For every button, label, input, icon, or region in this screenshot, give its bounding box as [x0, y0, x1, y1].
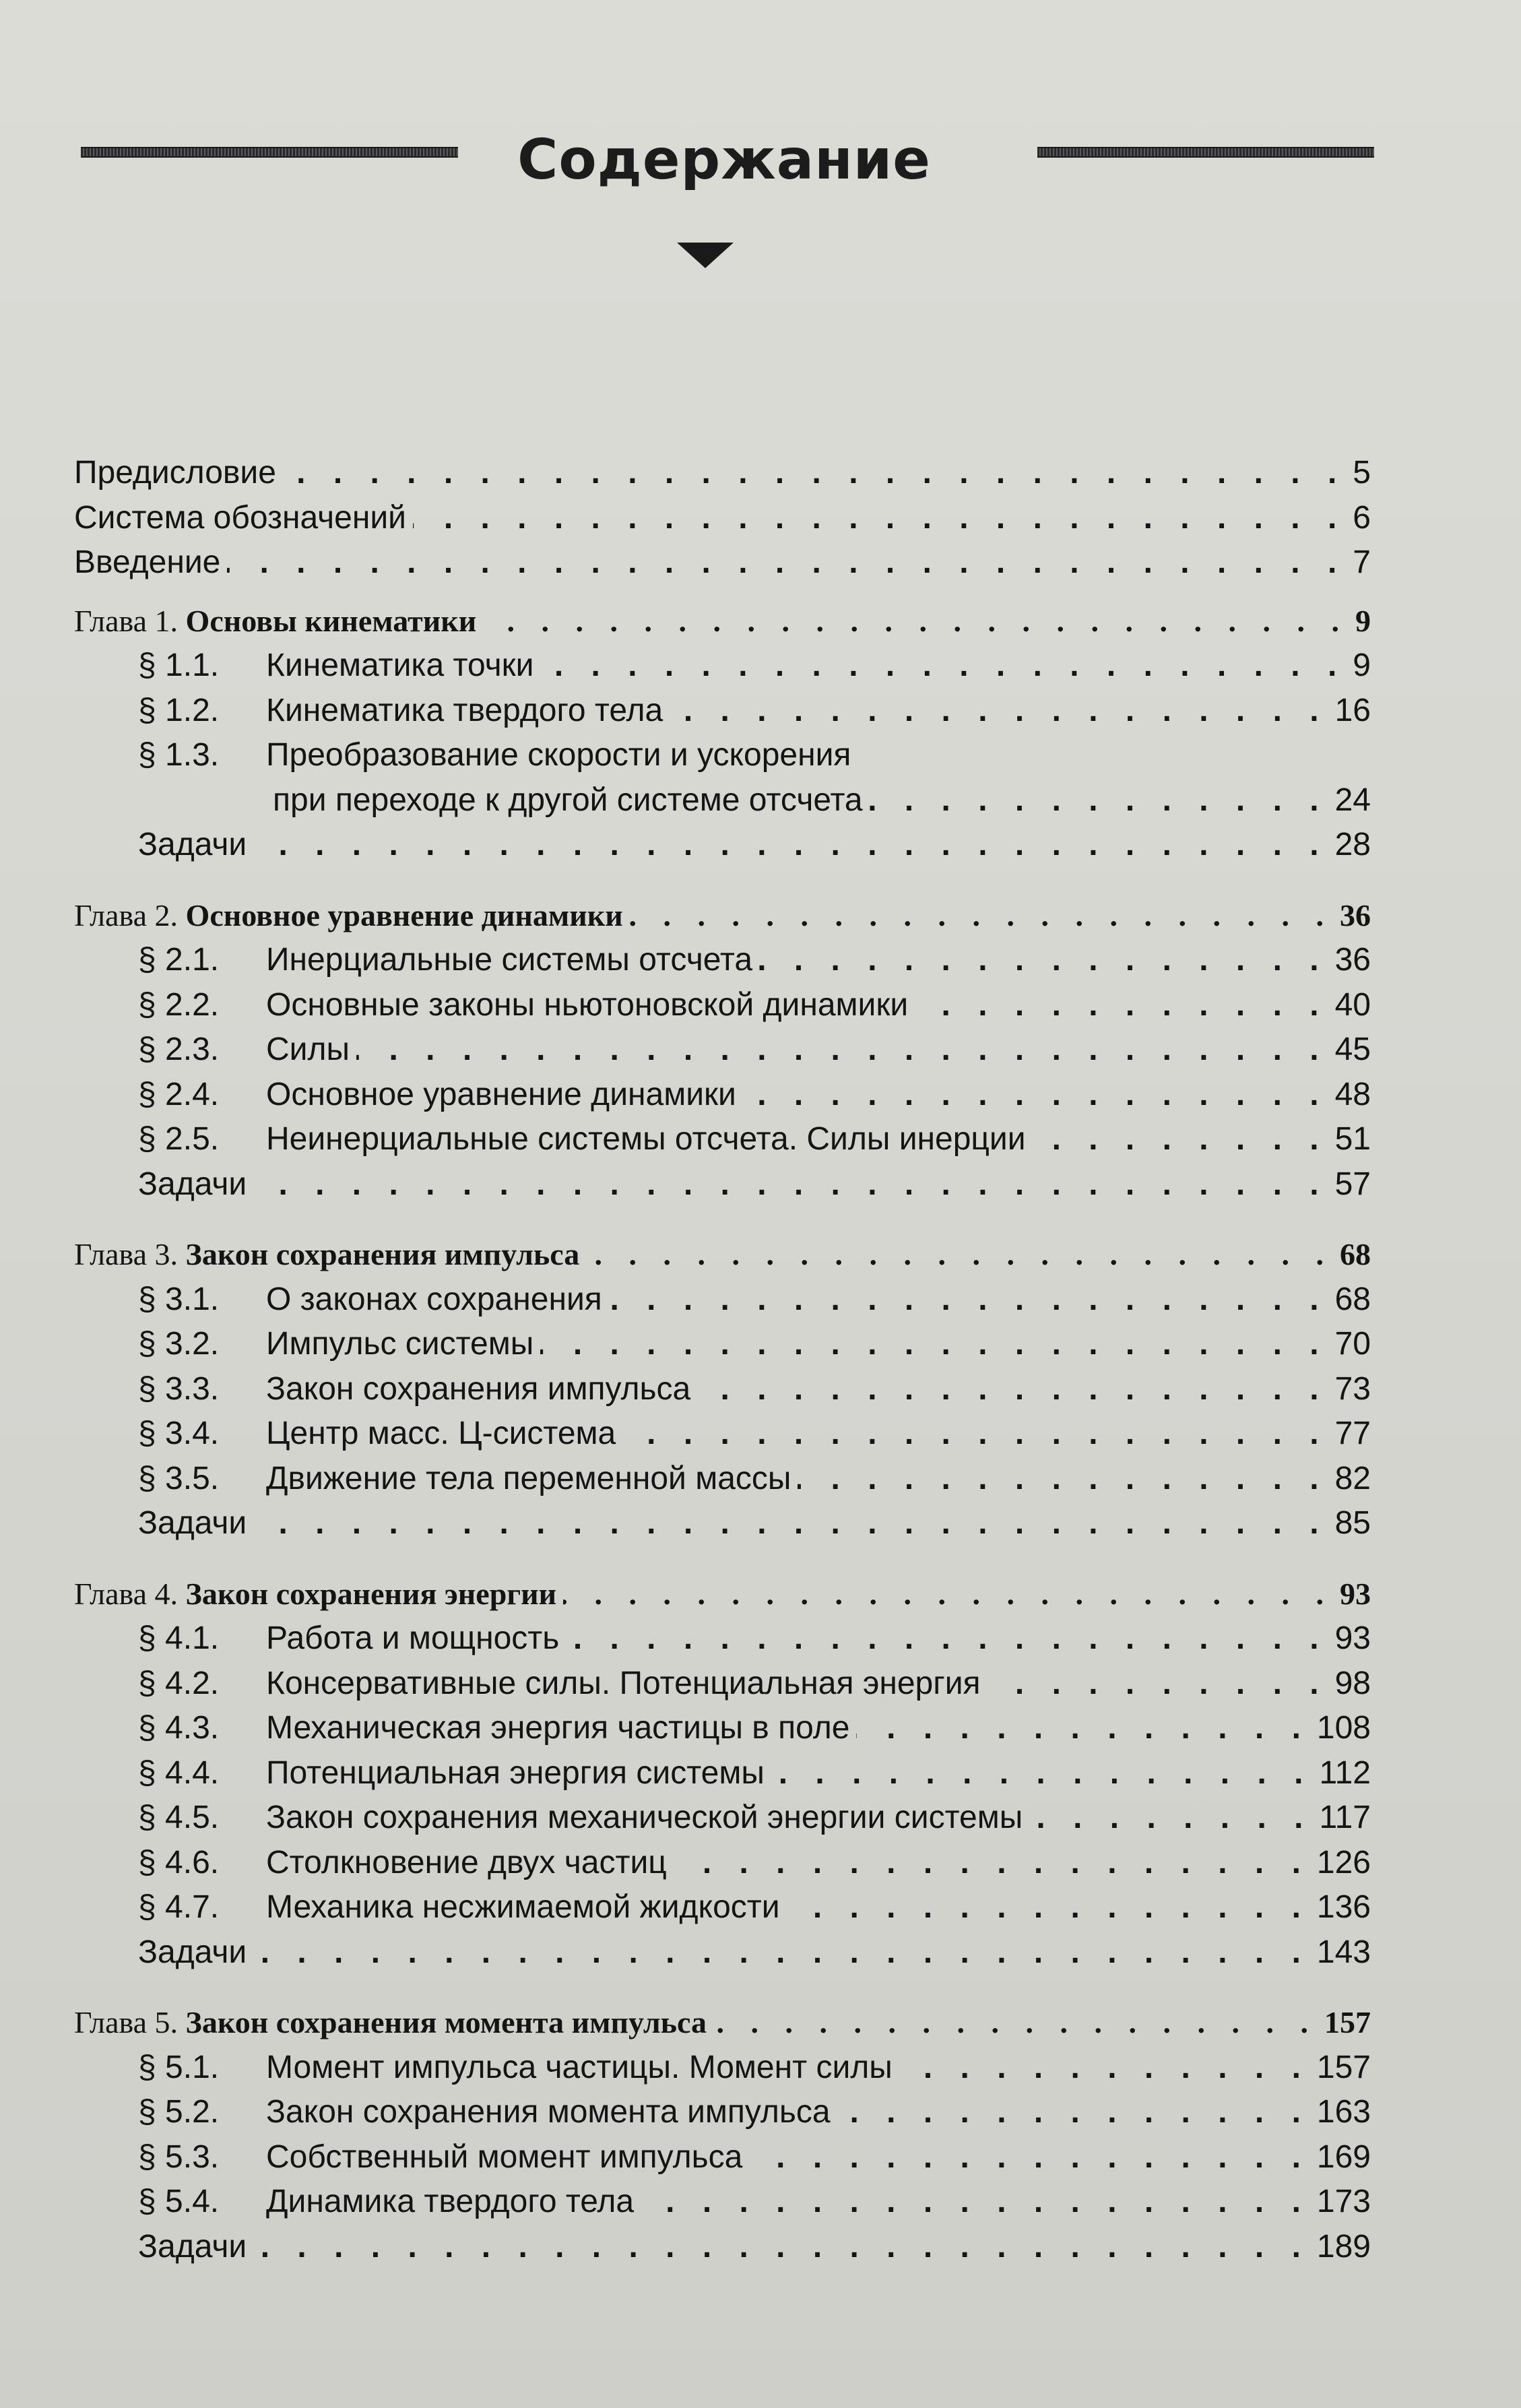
tasks-label: Задачи [138, 1505, 247, 1541]
entry-title: Система обозначений [74, 499, 406, 536]
entry-label [138, 1028, 350, 1071]
tasks-entry [74, 1163, 1371, 1206]
entry-label [138, 1931, 247, 1974]
section-number: § 2.4. [138, 1076, 220, 1112]
entry-label [273, 779, 863, 822]
entry-title: Предисловие [74, 455, 276, 490]
down-triangle-icon [677, 243, 734, 268]
section-title: Динамика твердого тела [266, 2184, 635, 2219]
page-number: 93 [1340, 1576, 1371, 1611]
section-title: Столкновение двух частиц [266, 1844, 667, 1880]
tasks-label: Задачи [138, 827, 247, 862]
dot-leader [253, 1163, 1328, 1206]
dot-leader [253, 1931, 1310, 1974]
dot-leader [743, 1073, 1328, 1116]
chapter-title: Закон сохранения энергии [185, 1576, 557, 1611]
page-number: 82 [1334, 1460, 1371, 1496]
page-number: 68 [1340, 1237, 1371, 1271]
page-number: 126 [1316, 1844, 1371, 1880]
dot-leader [586, 1233, 1333, 1276]
section-entry [74, 1323, 1371, 1366]
section-number: § 2.5. [138, 1121, 220, 1157]
dot-leader [837, 2091, 1310, 2134]
dot-leader [413, 497, 1346, 540]
entry-label [138, 689, 663, 732]
page-number: 189 [1316, 2228, 1371, 2264]
tasks-entry [74, 1931, 1371, 1974]
chapter-entry [74, 2001, 1371, 2044]
page-number: 16 [1334, 692, 1371, 728]
dot-leader [622, 1412, 1328, 1455]
page-number: 9 [1355, 603, 1371, 638]
chapter-number: Глава 3. [74, 1237, 186, 1271]
dot-leader [540, 644, 1346, 687]
page-number: 85 [1334, 1505, 1371, 1541]
dot-leader [759, 939, 1328, 982]
section-title: Консервативные силы. Потенциальная энергия [266, 1665, 981, 1701]
dot-leader [787, 1886, 1310, 1929]
section-number: § 4.2. [138, 1665, 220, 1701]
entry-label [138, 1796, 1023, 1839]
entry-label [138, 1118, 1026, 1161]
tasks-label: Задачи [138, 1166, 247, 1202]
dot-leader [227, 541, 1346, 584]
tasks-entry [74, 823, 1371, 866]
section-title: Неинерциальные системы отсчета. Силы инерции [266, 1121, 1026, 1157]
entry-label [138, 1707, 849, 1750]
page-number: 77 [1334, 1416, 1371, 1451]
dot-leader [566, 1617, 1328, 1660]
entry-label [138, 823, 247, 866]
page-title: Содержание [517, 128, 931, 192]
section-entry-continued [74, 779, 1371, 822]
page-number: 57 [1334, 1166, 1371, 1202]
page-number: 157 [1316, 2049, 1371, 2085]
dot-leader [915, 984, 1328, 1027]
page-number: 48 [1334, 1076, 1371, 1112]
dot-leader [253, 1502, 1328, 1545]
section-entry [74, 1886, 1371, 1929]
section-entry [74, 2091, 1371, 2134]
entry-label [138, 939, 752, 982]
page-number: 143 [1316, 1934, 1371, 1970]
section-entry [74, 1368, 1371, 1411]
section-number: § 5.3. [138, 2138, 220, 2175]
page-number: 68 [1334, 1281, 1371, 1317]
page-number: 108 [1316, 1710, 1371, 1746]
section-title: Собственный момент импульса [266, 2138, 743, 2175]
page-number: 73 [1334, 1370, 1371, 1407]
section-number: § 3.5. [138, 1460, 220, 1496]
section-entry [74, 1412, 1371, 1455]
section-title: Кинематика твердого тела [266, 692, 664, 728]
page-number: 40 [1334, 986, 1371, 1023]
dot-leader [670, 689, 1328, 732]
dot-leader [697, 1368, 1328, 1411]
dot-leader [253, 823, 1328, 866]
dot-leader [713, 2001, 1318, 2044]
page-number: 169 [1316, 2138, 1371, 2175]
section-number: § 5.1. [138, 2049, 220, 2085]
tasks-entry [74, 2225, 1371, 2269]
page-number: 28 [1334, 827, 1371, 862]
section-entry [74, 2136, 1371, 2179]
dot-leader [540, 1323, 1328, 1366]
section-number: § 2.2. [138, 986, 220, 1023]
section-entry [74, 984, 1371, 1027]
entry-label [138, 1752, 765, 1795]
section-number: § 4.6. [138, 1844, 220, 1880]
page-number: 36 [1334, 942, 1371, 978]
chapter-entry [74, 1233, 1371, 1276]
section-entry [74, 1617, 1371, 1660]
dot-leader [899, 2046, 1310, 2089]
page-number: 98 [1334, 1665, 1371, 1701]
section-title: О законах сохранения [266, 1281, 602, 1317]
entry-label [138, 1617, 559, 1660]
section-title: Импульс системы [266, 1326, 534, 1362]
page-number: 70 [1334, 1326, 1371, 1362]
section-title: Движение тела переменной массы [266, 1460, 791, 1496]
section-number: § 3.3. [138, 1370, 220, 1407]
page-number: 93 [1334, 1620, 1371, 1656]
section-number: § 1.3. [138, 737, 220, 773]
section-entry [74, 1278, 1371, 1321]
page-number: 6 [1353, 499, 1371, 536]
page-number: 117 [1319, 1800, 1371, 1835]
section-title: Механика несжимаемой жидкости [266, 1889, 780, 1925]
chapter-number: Глава 2. [74, 897, 186, 932]
section-entry [74, 1457, 1371, 1500]
dot-leader [771, 1752, 1313, 1795]
section-entry [74, 939, 1371, 982]
entry-label [138, 2046, 893, 2089]
section-entry [74, 1707, 1371, 1750]
section-title: Силы [266, 1032, 350, 1067]
chapter-number: Глава 4. [74, 1576, 186, 1611]
section-entry [74, 1073, 1371, 1116]
chapter-entry [74, 600, 1371, 643]
page-number: 136 [1316, 1889, 1371, 1925]
chapter-title: Основное уравнение динамики [185, 897, 623, 932]
section-title: Инерциальные системы отсчета [266, 942, 753, 978]
entry-label [138, 2091, 831, 2134]
chapter-title: Закон сохранения импульса [185, 1237, 580, 1271]
entry-label [138, 1073, 736, 1116]
section-number: § 5.2. [138, 2094, 220, 2130]
entry-label [74, 600, 476, 643]
section-title: Основные законы ньютоновской динамики [266, 986, 909, 1023]
page-header [74, 101, 1374, 202]
entry-label [138, 2225, 247, 2269]
section-number: § 2.3. [138, 1032, 220, 1067]
page-number: 36 [1340, 897, 1371, 932]
section-entry [74, 1841, 1371, 1884]
section-number: § 2.1. [138, 942, 220, 978]
page-number: 163 [1316, 2094, 1371, 2130]
section-number: § 4.5. [138, 1800, 220, 1835]
section-entry [74, 689, 1371, 732]
entry-label [138, 1278, 602, 1321]
entry-label [138, 1163, 247, 1206]
chapter-title: Основы кинематики [185, 603, 477, 638]
dot-leader [253, 2225, 1310, 2269]
entry-label [74, 1233, 579, 1276]
section-number: § 4.7. [138, 1889, 220, 1925]
dot-leader [674, 1841, 1310, 1884]
front-matter-entry [74, 541, 1371, 584]
chapter-number: Глава 5. [74, 2005, 186, 2039]
entry-label [74, 2001, 707, 2044]
dot-leader [1033, 1118, 1328, 1161]
entry-label [138, 2180, 634, 2223]
entry-label [74, 1573, 556, 1616]
dot-leader [609, 1278, 1328, 1321]
entry-label [74, 497, 406, 540]
dot-leader [356, 1028, 1328, 1071]
section-number: § 3.4. [138, 1416, 220, 1451]
entry-label [74, 451, 276, 495]
section-number: § 5.4. [138, 2184, 220, 2219]
entry-label [138, 1457, 791, 1500]
dot-leader [483, 600, 1349, 643]
entry-label [138, 1502, 247, 1545]
page-number: 51 [1334, 1121, 1371, 1157]
chapter-number: Глава 1. [74, 603, 186, 638]
section-title: Закон сохранения механической энергии системы [266, 1800, 1023, 1835]
section-title: Закон сохранения момента импульса [266, 2094, 831, 2130]
section-entry [74, 1662, 1371, 1705]
tasks-label: Задачи [138, 1934, 247, 1970]
section-number: § 1.2. [138, 692, 220, 728]
section-entry [74, 734, 1371, 777]
section-title: Основное уравнение динамики [266, 1076, 736, 1112]
section-entry [74, 1796, 1371, 1839]
dot-leader [630, 894, 1333, 937]
section-number: § 4.4. [138, 1754, 220, 1791]
page-number: 157 [1324, 2005, 1371, 2039]
section-title: Кинематика точки [266, 647, 534, 683]
page-number: 24 [1334, 782, 1371, 818]
section-entry [74, 1028, 1371, 1071]
front-matter-entry [74, 497, 1371, 540]
section-entry [74, 1118, 1371, 1161]
tasks-label: Задачи [138, 2228, 247, 2264]
section-title: Центр масс. Ц-система [266, 1416, 616, 1451]
section-title: Преобразование скорости и ускорения [266, 737, 851, 773]
page-number: 173 [1316, 2184, 1371, 2219]
section-entry [74, 644, 1371, 687]
section-title: Закон сохранения импульса [266, 1370, 691, 1407]
page-number: 5 [1353, 455, 1371, 490]
entry-label [138, 644, 533, 687]
section-title: Механическая энергия частицы в поле [266, 1710, 850, 1746]
section-entry [74, 1752, 1371, 1795]
section-title: Потенциальная энергия системы [266, 1754, 765, 1791]
page-number: 7 [1353, 544, 1371, 580]
section-number: § 4.3. [138, 1710, 220, 1746]
page-number: 112 [1319, 1754, 1371, 1791]
entry-label [74, 541, 220, 584]
dot-leader [870, 779, 1328, 822]
dot-leader [1029, 1796, 1312, 1839]
entry-label [138, 734, 851, 777]
section-title-continued: при переходе к другой системе отсчета [273, 782, 863, 818]
entry-label [138, 2136, 742, 2179]
section-number: § 3.2. [138, 1326, 220, 1362]
dot-leader [641, 2180, 1310, 2223]
chapter-entry [74, 1573, 1371, 1616]
dot-leader [988, 1662, 1328, 1705]
front-matter-entry [74, 451, 1371, 495]
entry-label [138, 1412, 616, 1455]
dot-leader [856, 1707, 1309, 1750]
dot-leader [798, 1457, 1328, 1500]
section-number: § 4.1. [138, 1620, 220, 1656]
entry-label [138, 984, 908, 1027]
section-entry [74, 2046, 1371, 2089]
entry-label [138, 1841, 667, 1884]
dot-leader [563, 1573, 1333, 1616]
chapter-entry [74, 894, 1371, 937]
page-number: 45 [1334, 1032, 1371, 1067]
tasks-entry [74, 1502, 1371, 1545]
section-title: Работа и мощность [266, 1620, 560, 1656]
entry-label [138, 1368, 690, 1411]
entry-label [138, 1323, 533, 1366]
dot-leader [749, 2136, 1310, 2179]
section-number: § 1.1. [138, 647, 220, 683]
section-entry [74, 2180, 1371, 2223]
entry-label [138, 1662, 981, 1705]
entry-label [74, 894, 623, 937]
page-number: 9 [1353, 647, 1371, 683]
dot-leader [283, 451, 1346, 495]
chapter-title: Закон сохранения момента импульса [185, 2005, 707, 2039]
entry-label [138, 1886, 780, 1929]
section-number: § 3.1. [138, 1281, 220, 1317]
section-title: Момент импульса частицы. Момент силы [266, 2049, 893, 2085]
entry-title: Введение [74, 544, 221, 580]
